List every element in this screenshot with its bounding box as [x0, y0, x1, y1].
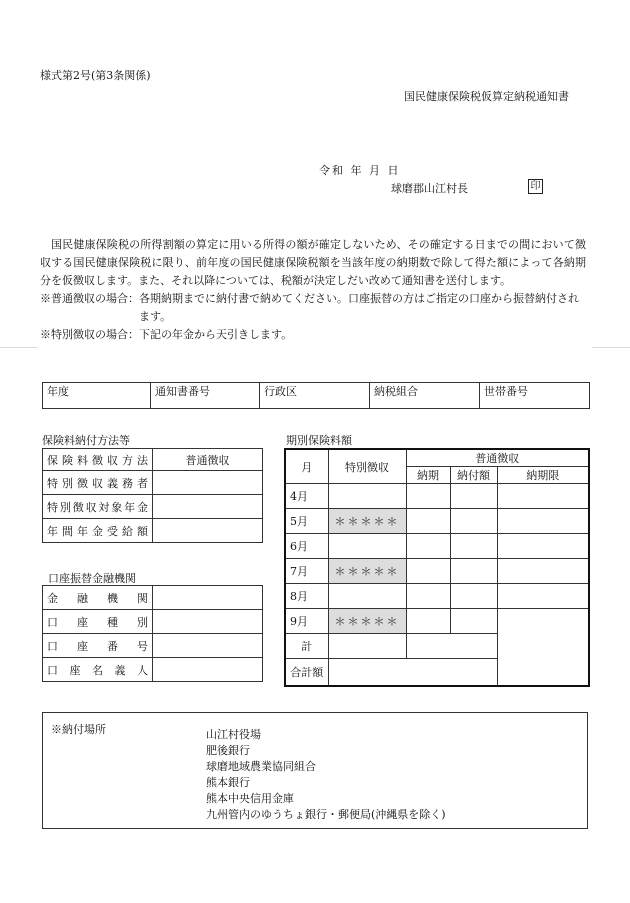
- note-normal-label: ※普通徴収の場合：: [40, 292, 139, 305]
- account-number-label: 口座番号: [43, 634, 153, 658]
- period-header-term: 納期: [406, 467, 450, 484]
- deadline-blank-cell: [497, 609, 589, 686]
- payment-method-value: 普通徴収: [153, 449, 263, 471]
- period-table-title: 期別保険料額: [286, 434, 352, 447]
- period-month: 8月: [285, 584, 328, 609]
- payment-place-label: ※納付場所: [51, 723, 106, 736]
- period-row: [285, 484, 589, 509]
- period-header-deadline: 納期限: [497, 467, 589, 484]
- notice-paragraph: 国民健康保険税の所得割額の算定に用いる所得の額が確定しないため、その確定する日までの間において徴収する国民健康保険税に限り、前年度の国民健康保険税額を当該年度の納期数で除して得た額によって各納期分を仮徴収します。また、それ以降については、税額が決定しだい改めて通知書を送付します。: [40, 238, 586, 287]
- payment-place-box: [42, 712, 588, 829]
- account-holder-label: 口座名義人: [43, 658, 153, 682]
- period-month: 5月: [285, 509, 328, 534]
- info-header-household-number: 世帯番号: [480, 383, 590, 409]
- note-normal-text: 各期納期までに納付書で納めてください。口座振替の方はご指定の口座から振替納付されます。: [139, 292, 579, 323]
- bank-table: [42, 585, 263, 682]
- target-pension-label: 特別徴収対象年金: [43, 495, 153, 519]
- period-row: [285, 559, 589, 584]
- payment-method-title: 保険料納付方法等: [42, 434, 130, 447]
- payment-place-list: [206, 727, 446, 823]
- period-header-paid: 納付額: [450, 467, 497, 484]
- payment-place-item: 肥後銀行: [206, 744, 250, 757]
- payment-place-item: 球磨地域農業協同組合: [206, 760, 316, 773]
- period-row: [285, 584, 589, 609]
- seal-icon: 印: [528, 179, 543, 194]
- info-table: [42, 382, 590, 409]
- payment-place-item: 九州管内のゆうちょ銀行・郵便局(沖縄県を除く): [206, 808, 446, 821]
- period-month: 9月: [285, 609, 328, 634]
- period-special: [328, 534, 406, 559]
- period-row: [285, 609, 589, 634]
- payment-place-item: 熊本中央信用金庫: [206, 792, 294, 805]
- period-special: [328, 584, 406, 609]
- bank-name-value: [153, 586, 263, 610]
- period-special-shaded: ＊＊＊＊＊: [328, 559, 406, 584]
- payment-place-item: 熊本銀行: [206, 776, 250, 789]
- account-number-value: [153, 634, 263, 658]
- payment-method-label: 保険料徴収方法: [43, 449, 153, 471]
- info-header-notice-number: 通知書番号: [151, 383, 260, 409]
- total-label: 合計額: [285, 659, 328, 686]
- notice-body: [40, 236, 586, 344]
- period-header-normal: 普通徴収: [406, 449, 589, 467]
- payment-place-item: 山江村役場: [206, 728, 261, 741]
- payment-method-table: [42, 448, 263, 543]
- document-title: 国民健康保険税仮算定納税通知書: [404, 90, 569, 103]
- note-normal-collection: [40, 290, 586, 326]
- account-holder-value: [153, 658, 263, 682]
- account-type-value: [153, 610, 263, 634]
- note-special-collection: ※特別徴収の場合：下記の年金から天引きします。: [40, 328, 293, 341]
- period-special-shaded: ＊＊＊＊＊: [328, 509, 406, 534]
- annual-pension-label: 年間年金受給額: [43, 519, 153, 543]
- date-line: 令和 年 月 日: [319, 164, 401, 177]
- seal-mark: [528, 179, 543, 194]
- period-header-special: 特別徴収: [328, 449, 406, 484]
- period-row: [285, 534, 589, 559]
- period-header-month: 月: [285, 449, 328, 484]
- period-special: [328, 484, 406, 509]
- form-number: 様式第2号(第3条関係): [40, 69, 151, 82]
- bank-title: 口座振替金融機関: [48, 572, 136, 585]
- info-header-tax-union: 納税組合: [370, 383, 480, 409]
- period-table: [284, 448, 590, 687]
- special-collector-value: [153, 471, 263, 495]
- period-month: 6月: [285, 534, 328, 559]
- special-collector-label: 特別徴収義務者: [43, 471, 153, 495]
- info-header-district: 行政区: [260, 383, 370, 409]
- period-month: 4月: [285, 484, 328, 509]
- margin-rule-right: [592, 347, 630, 348]
- period-month: 7月: [285, 559, 328, 584]
- target-pension-value: [153, 495, 263, 519]
- bank-name-label: 金融機関: [43, 586, 153, 610]
- subtotal-label: 計: [285, 634, 328, 659]
- issuer-name: 球磨郡山江村長: [391, 182, 468, 195]
- info-header-year: 年度: [43, 383, 151, 409]
- account-type-label: 口座種別: [43, 610, 153, 634]
- period-row: [285, 509, 589, 534]
- margin-rule-left: [0, 347, 38, 348]
- period-special-shaded: ＊＊＊＊＊: [328, 609, 406, 634]
- annual-pension-value: [153, 519, 263, 543]
